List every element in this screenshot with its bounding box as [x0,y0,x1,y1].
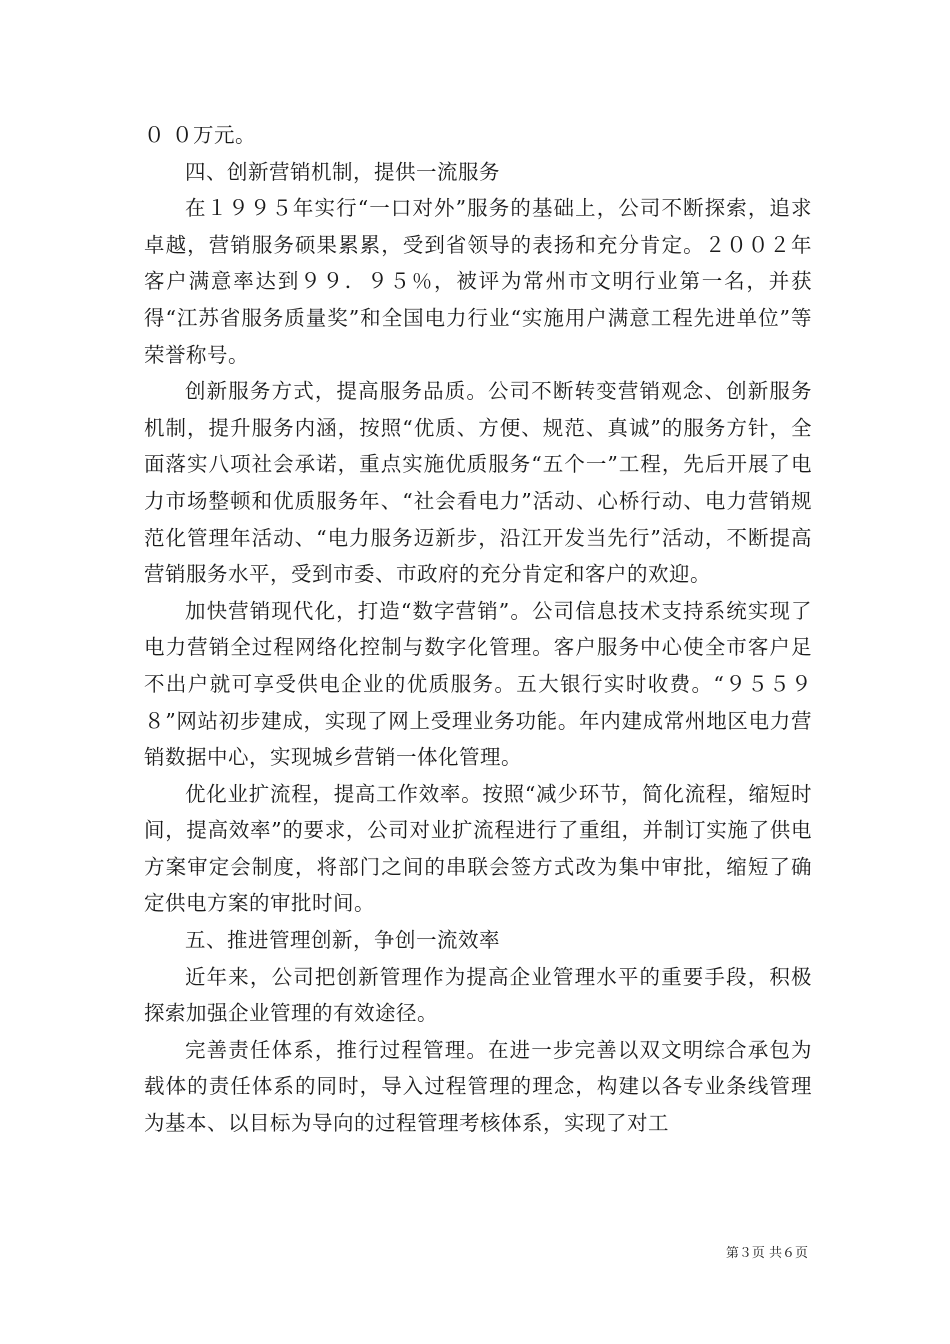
page-number-label: 第３页 共６页 [725,1246,808,1261]
paragraph-responsibility-system: 完善责任体系，推行过程管理。在进一步完善以双文明综合承包为载体的责任体系的同时，导入过程管理的理念，构建以各专业条线管理为基本、以目标为导向的过程管理考核体系，实现了对工 [144,1037,812,1136]
paragraph-management-intro: 近年来，公司把创新管理作为提高企业管理水平的重要手段，积极探索加强企业管理的有效途径。 [144,964,812,1026]
section-heading-management: 五、推进管理创新，争创一流效率 [185,928,500,953]
paragraph-digital-marketing: 加快营销现代化，打造“数字营销”。公司信息技术支持系统实现了电力营销全过程网络化控制与数字化管理。客户服务中心使全市客户足不出户就可享受供电企业的优质服务。五大银行实时收费。“９５５９８”网站初步建成，实现了网上受理业务功能。年内建成常州地区电力营销数据中心，实现城乡营销一体化管理。 [144,598,812,770]
section-heading-marketing: 四、创新营销机制，提供一流服务 [185,159,500,184]
paragraph-continuation: ０ ０万元。 [144,123,257,147]
document-body [144,117,812,1142]
paragraph-process-optimization: 优化业扩流程，提高工作效率。按照“减少环节，简化流程，缩短时间，提高效率”的要求，公司对业扩流程进行了重组，并制订实施了供电方案审定会制度，将部门之间的串联会签方式改为集中审批，缩短了确定供电方案的审批时间。 [144,781,812,916]
page-number-footer [726,1245,808,1263]
paragraph-service-history: 在１９９５年实行“一口对外”服务的基础上，公司不断探索，追求卓越，营销服务硕果累累，受到省领导的表扬和充分肯定。２００２年客户满意率达到９９．９５％，被评为常州市文明行业第一名，并获得“江苏省服务质量奖”和全国电力行业“实施用户满意工程先进单位”等荣誉称号。 [144,196,812,367]
paragraph-service-innovation: 创新服务方式，提高服务品质。公司不断转变营销观念、创新服务机制，提升服务内涵，按照“优质、方便、规范、真诚”的服务方针，全面落实八项社会承诺，重点实施优质服务“五个一”工程，先后开展了电力市场整顿和优质服务年、“社会看电力”活动、心桥行动、电力营销规范化管理年活动、“电力服务迈新步，沿江开发当先行”活动，不断提高营销服务水平，受到市委、市政府的充分肯定和客户的欢迎。 [144,379,812,587]
